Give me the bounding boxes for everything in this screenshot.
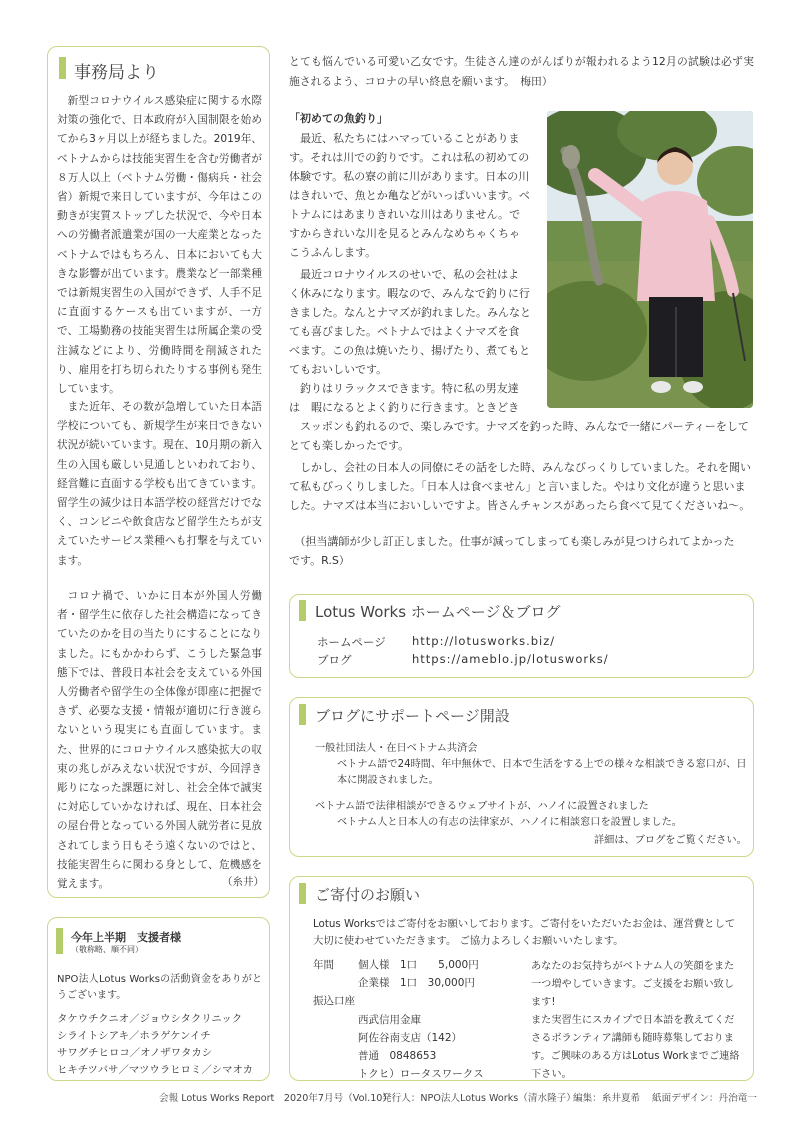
office-title-bar [59,57,66,79]
links-title-bar [299,600,306,621]
fishing-line: とても楽しかったです。 [289,439,410,452]
donation-individual: 個人様 1口 5,000円 [358,959,479,971]
support-title-bar [299,704,306,725]
donation-message: ます! [531,997,556,1008]
donation-message: また実習生にスカイプで日本語を教えてくだ [531,1015,735,1026]
support-more: 詳細は、ブログをご覧ください。 [594,835,747,846]
fishing-line: 最近コロナウイルスのせいで、私の会社はよ [289,268,520,281]
donation-branch: 阿佐谷南支店（142） [358,1032,463,1044]
donation-corporate: 企業様 1口 30,000円 [358,977,475,989]
supporter-names-line-4: ヒキチツバサ／マツウラヒロミ／シマオカ [57,1064,253,1076]
fishing-line: 最近、私たちにはハマっていることがありま [289,132,520,145]
fishing-photo-illustration [547,111,753,408]
fishing-line: はきれいで、魚とか亀などがいっぱいいます。ベ [289,189,530,202]
supporters-note: （敬称略、順不同） [71,945,143,954]
support-org-2-desc: ベトナム人と日本人の有志の法律家が、ハノイに相談窓口を設置しました。 [337,817,682,828]
supporter-names-line-1: タケウチクニオ／ジョウシタクリニック [57,1013,243,1025]
fishing-line: すからきれいな川を見るとみんなめちゃくちゃ [289,227,520,240]
fishing-line: こうふんします。 [289,246,377,259]
office-signature: （糸井） [222,876,264,888]
donation-holder: トクヒ）ロータスワークス [358,1068,484,1080]
support-org-1-desc-2: 本に開設されました。 [337,775,439,786]
footer-editor: 編集：糸井夏希 [573,1093,641,1104]
intro-text: とても悩んでいる可愛い乙女です。生徒さん達のがんばりが報われるよう12月の試験は必ず実施されるよう、コロナの早い終息を願います。 梅田） [289,55,754,88]
fishing-line: きました。なんとナマズが釣れました。みんなと [289,306,531,319]
fishing-line: （担当講師が少し訂正しました。仕事が減ってしまっても楽しみが見つけられてよかった [289,535,735,548]
fishing-line: トナムにはあまりきれいな川はありません。で [289,208,521,221]
homepage-link[interactable]: http://lotusworks.biz/ [412,634,556,648]
fishing-line: 釣りはリラックスできます。特に私の男友達 [289,382,519,395]
donation-title: ご寄付のお願い [315,886,421,904]
fishing-line: した。ナマズは本当においしいですよ。皆さんチャンスがあったら食べて見てくださいね〜。 [289,499,751,512]
donation-annual: 年間 [313,959,334,971]
donation-account-label: 振込口座 [313,995,355,1007]
donation-message: 下さい。 [531,1069,572,1080]
fishing-line: スッポンも釣れるので、楽しみです。ナマズを釣った時、みんなで一緒にパーティーをして [289,420,749,433]
support-org-1: 一般社団法人・在日ベトナム共済会 [315,743,478,754]
fishing-line: ても喜びました。ベトナムではよくナマズを食 [289,325,520,338]
support-org-1-desc-1: ベトナム語で24時間、年中無休で、日本で生活をする上での様々な相談できる窓口が、日 [337,759,747,770]
fishing-photo [547,111,753,408]
homepage-label: ホームページ [317,635,386,649]
fishing-line: てもおいしいです。 [289,363,388,376]
support-org-2: ベトナム語で法律相談ができるウェブサイトが、ハノイに設置されました [315,801,649,812]
supporters-title: 今年上半期 支援者様 [71,931,181,944]
donation-message: さるボランティア講師も随時募集しておりま [531,1033,734,1044]
supporter-names-line-2: シライトシアキ／ホラゲケンイチ [57,1030,211,1042]
donation-intro-1: Lotus Worksではご寄付をお願いしております。ご寄付をいただいたお金は、運営費として [313,918,736,930]
fishing-line: しかし、会社の日本人の同僚にその話をした時、みんなびっくりしていました。それを聞い [289,461,751,474]
fishing-line: は 暇になるとよく釣りに行きます。ときどき [289,401,520,414]
fishing-heading: 「初めての魚釣り」 [289,112,388,125]
donation-number: 普通 0848653 [358,1050,437,1062]
support-title: ブログにサポートページ開設 [315,707,510,725]
footer-publisher: 発行人：NPO法人Lotus Works（清水隆子） [382,1093,576,1104]
office-title: 事務局より [74,63,159,83]
fishing-line: べます。この魚は焼いたり、揚げたり、煮てもと [289,344,531,357]
office-paragraph-3: コロナ禍で、いかに日本が外国人労働者・留学生に依存した社会構造になってきていたのかを目の当たりにすることになりました。にもかかわらず、こうした緊急事態下では、普段日本社会を支えている外国人労働者や留学生の全体像が即座に把握できず、必要な支援・情報が適切に行き渡らないという現実にも直面しています。また、世界的にコロナウイルス感染拡大の収束の兆しがみえない状況ですが、今回浮き彫りになった課題に対し、社会全体で誠実に対応していかなければ、現在、日本社会の屋台骨となっている外国人就労者に見放されてしまう日もそう遠くないのではと、技能実習生らに関わる身として、危機感を覚えます。 [57,590,262,891]
links-title: Lotus Works ホームページ＆ブログ [315,603,561,621]
fishing-line: です。R.S） [289,554,350,567]
office-paragraph-1: 新型コロナウイルス感染症に関する水際対策の強化で、日本政府が入国制限を始めてから3ヶ月以上が経ちました。2019年、ベトナムからは技能実習生を含む労働者が８万人以上（ベトナム労働・傷病兵・社会省）新規で来日していますが、今年はこの動きが実質ストップした状況で、今や日本への労働者派遣業が国の一大産業となったベトナムではもちろん、日本においても大きな影響が出ています。農業など一部業種では新規実習生の入国ができず、人手不足に直面するケースも出ていますが、一方で、工場勤務の技能実習生は所属企業の受注減などにより、労働時間を削減されたり、雇用を打ち切られたりする事例も発生しています。 [57,95,262,396]
blog-label: ブログ [317,653,352,667]
blog-link[interactable]: https://ameblo.jp/lotusworks/ [412,652,609,666]
fishing-line: す。それは川での釣りです。これは私の初めての [289,151,530,164]
supporters-title-bar [56,928,63,954]
fishing-line: く休みになります。暇なので、みんなで釣りに行 [289,287,530,300]
donation-message: あなたのお気持ちがベトナム人の笑顔をまた [531,961,735,972]
donation-bank: 西武信用金庫 [358,1014,421,1026]
fishing-line: て私もびっくりしました。「日本人は食べません」と言いました。やはり文化が違うと思いま [289,480,746,493]
donation-message: 一つ増やしていきます。ご支援をお願い致し [531,979,734,990]
footer-report: 会報 Lotus Works Report 2020年7月号（Vol.10） [159,1093,393,1104]
office-paragraph-2: また近年、その数が急増していた日本語学校についても、新規学生が来日できない状況が続いています。現在、10月期の新入生の入国も厳しい見通しといわれており、経営難に直面する学校も出てきています。留学生の減少は日本語学校の経営だけでなく、コンビニや飲食店など留学生たちが支えていたサービス業種へも打撃を与えています。 [57,401,262,567]
donation-intro-2: 大切に使わせていただきます。 ご協力よろしくお願いいたします。 [313,935,624,947]
donation-message: す。ご興味のある方はLotus Workまでご連絡 [531,1051,740,1062]
supporter-names-line-3: サワグチヒロコ／オノザワタカシ [57,1047,213,1059]
fishing-line: 体験です。私の寮の前に川があります。日本の川 [289,170,530,183]
supporters-thanks: NPO法人Lotus Worksの活動資金をありがとうございます。 [57,974,262,1001]
footer-design: 紙面デザイン：丹治竜一 [652,1093,757,1104]
donation-title-bar [299,883,306,904]
